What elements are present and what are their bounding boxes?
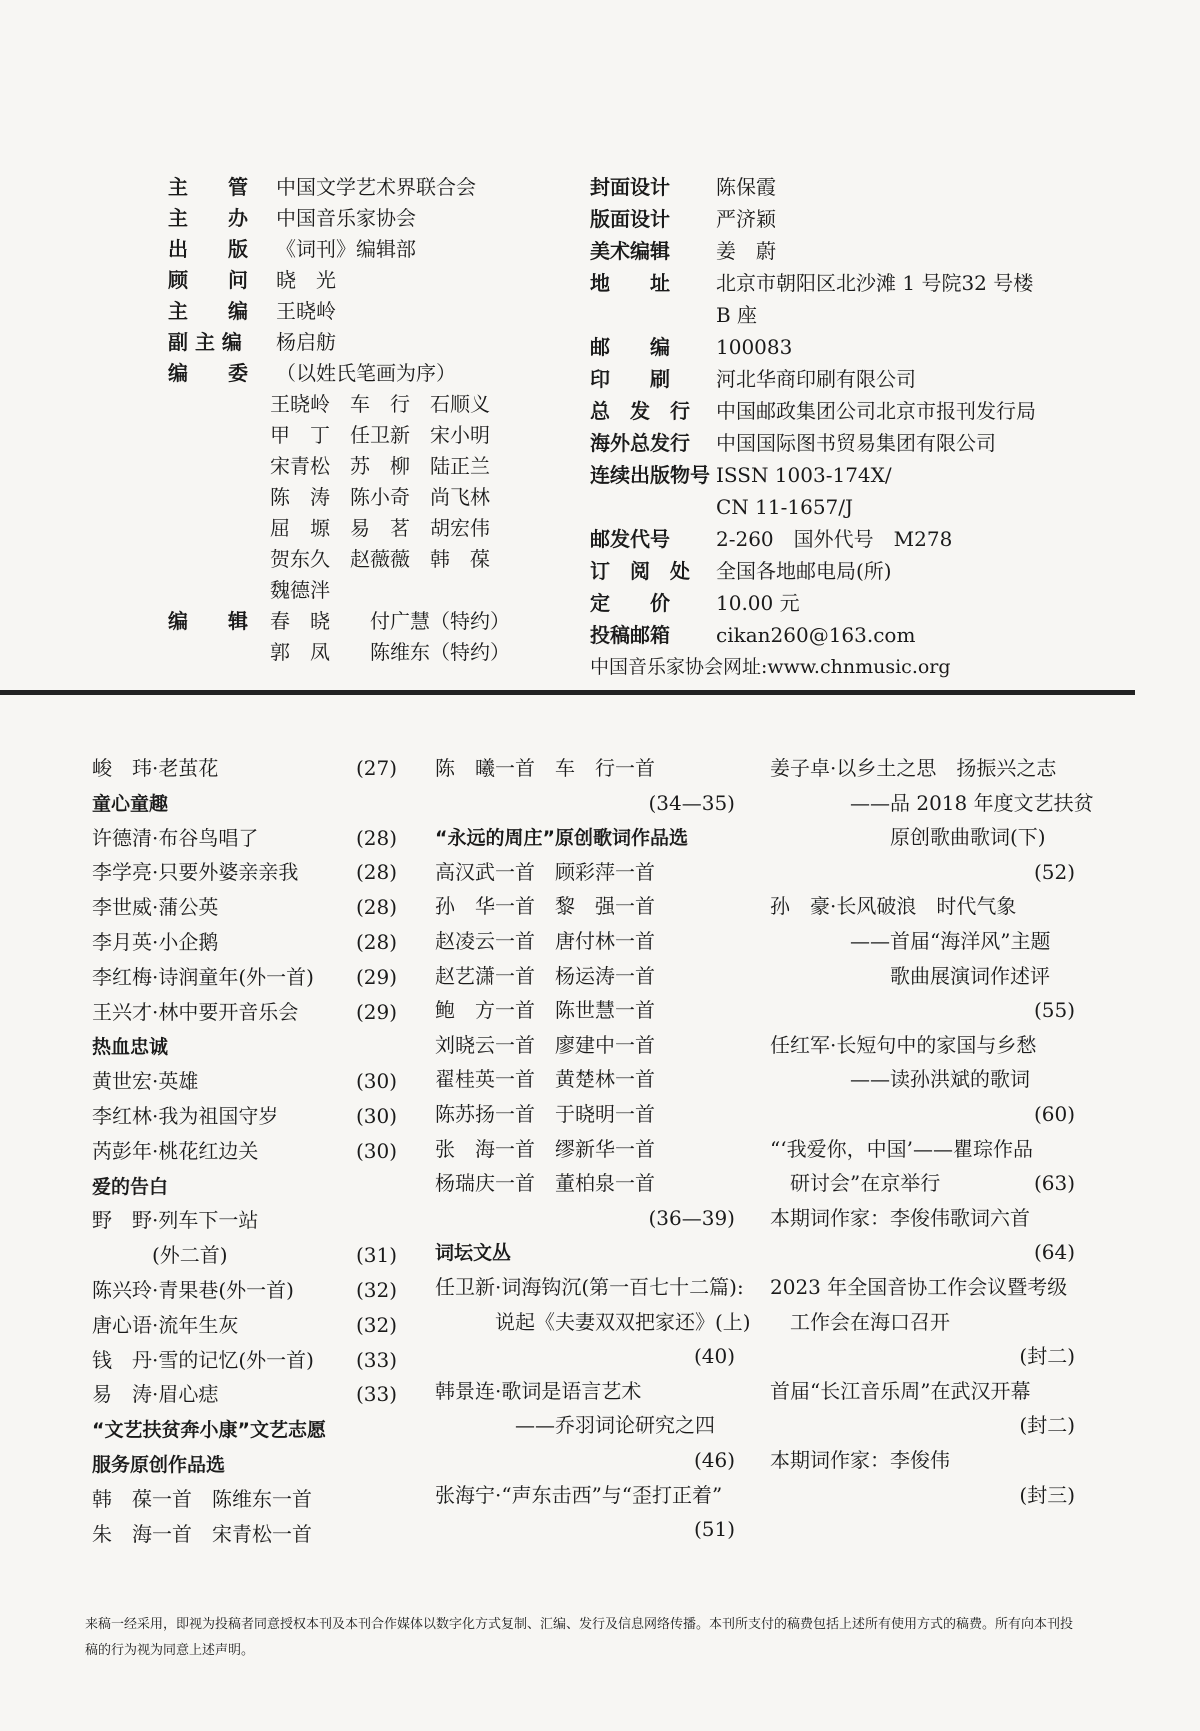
toc-entry xyxy=(92,1312,397,1338)
toc-page: (30) xyxy=(355,1138,397,1163)
masthead-value: 王晓岭 xyxy=(276,299,336,323)
toc-title: “文艺扶贫奔小康”文艺志愿 xyxy=(92,1419,326,1442)
masthead-value: 陈保霞 xyxy=(716,175,776,199)
toc-title: 赵艺潇一首 杨运涛一首 xyxy=(435,963,655,988)
masthead-label: 副 主 编 xyxy=(168,330,242,354)
toc-title: 许德清·布谷鸟唱了 xyxy=(92,825,259,850)
toc-title: 陈兴玲·青果巷(外一首) xyxy=(92,1278,294,1302)
toc-page: (34—35) xyxy=(648,790,735,815)
toc-page: (28) xyxy=(355,895,397,920)
masthead-label: 版面设计 xyxy=(590,207,670,231)
toc-entry xyxy=(435,1412,735,1438)
toc-title: 工作会在海口召开 xyxy=(770,1309,950,1334)
toc-title: 孙 豪·长风破浪 时代气象 xyxy=(770,894,1017,919)
toc-page: (64) xyxy=(1033,1240,1075,1265)
toc-page: (封二) xyxy=(1019,1344,1075,1369)
masthead-label: 连续出版物号 xyxy=(590,463,710,487)
masthead-label: 邮 编 xyxy=(590,335,670,359)
toc-title: (外二首) xyxy=(92,1243,228,1268)
toc-title: 韩景连·歌词是语言艺术 xyxy=(435,1378,642,1403)
committee-row: 宋青松 苏 柳 陆正兰 xyxy=(270,454,490,478)
committee-row: 王晓岭 车 行 石顺义 xyxy=(270,392,490,416)
masthead-label: 总 发 行 xyxy=(590,399,690,423)
masthead-value: 北京市朝阳区北沙滩 1 号院32 号楼 xyxy=(716,271,1034,295)
toc-title: “永远的周庄”原创歌词作品选 xyxy=(435,827,688,850)
toc-entry xyxy=(770,1274,1075,1300)
toc-entry xyxy=(770,963,1075,989)
toc-entry xyxy=(770,790,1094,816)
toc-entry xyxy=(92,825,397,851)
toc-title: ——读孙洪斌的歌词 xyxy=(770,1067,1030,1092)
toc-entry xyxy=(435,1274,744,1300)
toc-title: 首届“长江音乐周”在武汉开幕 xyxy=(770,1378,1031,1403)
toc-page: (30) xyxy=(355,1069,397,1094)
toc-entry xyxy=(92,790,397,817)
toc-page: (55) xyxy=(1033,998,1075,1023)
divider xyxy=(0,690,1135,695)
masthead-label: 美术编辑 xyxy=(590,239,670,263)
toc-title: 李学亮·只要外婆亲亲我 xyxy=(92,860,299,885)
editor-names: 春 晓 付广慧（特约） xyxy=(270,609,510,633)
masthead-label: 印 刷 xyxy=(590,367,670,391)
toc-title: 任红军·长短句中的家国与乡愁 xyxy=(770,1032,1037,1057)
editor-names: 郭 凤 陈维东（特约） xyxy=(270,640,510,664)
masthead-value: CN 11-1657/J xyxy=(716,495,854,519)
masthead-value: 严济颖 xyxy=(716,207,776,231)
toc-title: 黄世宏·英雄 xyxy=(92,1069,199,1094)
toc-title: 本期词作家：李俊伟歌词六首 xyxy=(770,1205,1030,1230)
toc-entry xyxy=(92,1416,397,1443)
masthead-value: 全国各地邮电局(所) xyxy=(716,559,892,583)
toc-page: (33) xyxy=(355,1347,397,1372)
toc-entry xyxy=(770,893,1075,919)
masthead-value: B 座 xyxy=(716,303,758,327)
toc-entry xyxy=(770,1205,1075,1231)
toc-title: 李月英·小企鹅 xyxy=(92,930,219,954)
toc-title: 说起《夫妻双双把家还》(上) xyxy=(435,1309,751,1334)
masthead-value: 2-260 国外代号 M278 xyxy=(716,527,953,551)
toc-entry xyxy=(435,1239,735,1266)
toc-page: (51) xyxy=(693,1517,735,1542)
toc-title: 本期词作家：李俊伟 xyxy=(770,1448,950,1472)
toc-entry xyxy=(92,999,397,1025)
toc-page: (60) xyxy=(1033,1102,1075,1126)
toc-entry xyxy=(435,755,735,781)
toc-entry xyxy=(92,859,397,885)
toc-entry xyxy=(92,755,397,781)
toc-entry xyxy=(435,1066,735,1092)
footnote: 来稿一经采用，即视为投稿者同意授权本刊及本刊合作媒体以数字化方式复制、汇编、发行及信息网络传播。本刊所支付的稿费包括上述所有使用方式的稿费。所有向本刊投稿的行为视为同意上述声明。 xyxy=(85,1617,1074,1658)
toc-page: (29) xyxy=(355,964,397,989)
toc-page: (27) xyxy=(355,756,397,780)
toc-entry xyxy=(92,1242,397,1268)
toc-entry xyxy=(92,1381,397,1407)
toc-title: 陈 曦一首 车 行一首 xyxy=(435,756,655,780)
toc-page: (31) xyxy=(355,1243,397,1268)
toc-title: 王兴才·林中要开音乐会 xyxy=(92,999,299,1024)
toc-title: 杨瑞庆一首 董柏泉一首 xyxy=(435,1171,655,1196)
toc-title: 张 海一首 缪新华一首 xyxy=(435,1136,655,1161)
toc-page: (28) xyxy=(355,860,397,885)
toc-page: (29) xyxy=(355,999,397,1024)
toc-title: 芮彭年·桃花红边关 xyxy=(92,1138,259,1163)
toc-entry xyxy=(92,894,397,920)
toc-entry xyxy=(435,1032,735,1058)
toc-page: (40) xyxy=(693,1344,735,1369)
masthead-value: 河北华商印刷有限公司 xyxy=(716,367,916,391)
toc-title: 鲍 方一首 陈世慧一首 xyxy=(435,998,655,1023)
toc-entry xyxy=(770,1447,1075,1473)
toc-title: 易 涛·眉心痣 xyxy=(92,1382,219,1407)
toc-page: (36—39) xyxy=(648,1205,735,1230)
masthead-value: 中国音乐家协会 xyxy=(276,206,416,230)
toc-title: 任卫新·词海钩沉(第一百七十二篇): xyxy=(435,1275,744,1299)
masthead-value: 中国文学艺术界联合会 xyxy=(276,175,476,199)
masthead-value: 中国国际图书贸易集团有限公司 xyxy=(716,431,996,455)
toc-entry xyxy=(92,1277,397,1303)
toc-entry xyxy=(92,1207,397,1233)
toc-page: (封二) xyxy=(1019,1413,1075,1438)
toc-title: 翟桂英一首 黄楚林一首 xyxy=(435,1067,655,1092)
toc-entry xyxy=(770,1136,1075,1162)
toc-entry xyxy=(435,1170,735,1196)
toc-entry xyxy=(770,1309,1075,1335)
toc-entry xyxy=(92,1068,397,1094)
toc-entry xyxy=(435,928,735,954)
toc-title: 爱的告白 xyxy=(92,1175,169,1198)
masthead-label: 主 编 xyxy=(168,299,248,323)
toc-entry xyxy=(770,1032,1075,1058)
editors-label: 编 辑 xyxy=(168,609,248,633)
toc-entry xyxy=(435,859,735,885)
committee-row: 魏德泮 xyxy=(270,578,330,602)
toc-title: 刘晓云一首 廖建中一首 xyxy=(435,1032,655,1057)
toc-title: 歌曲展演词作述评 xyxy=(770,963,1050,988)
toc-page: (33) xyxy=(355,1382,397,1407)
toc-entry xyxy=(92,964,397,990)
toc-title: ——首届“海洋风”主题 xyxy=(770,929,1051,953)
toc-page: (63) xyxy=(1033,1171,1075,1196)
masthead-value: 100083 xyxy=(716,335,793,359)
website-line: 中国音乐家协会网址:www.chnmusic.org xyxy=(590,656,951,678)
masthead-label: 封面设计 xyxy=(590,175,670,199)
toc-title: 词坛文丛 xyxy=(435,1242,512,1265)
toc-entry xyxy=(435,1482,735,1508)
toc-title: ——乔羽词论研究之四 xyxy=(435,1413,715,1438)
masthead-value: cikan260@163.com xyxy=(716,623,916,647)
masthead-label: 主 办 xyxy=(168,206,248,230)
toc-entry xyxy=(435,893,735,919)
masthead-value: ISSN 1003-174X/ xyxy=(716,463,892,487)
toc-entry xyxy=(92,1451,397,1478)
toc-title: 李世威·蒲公英 xyxy=(92,895,219,920)
toc-title: 野 野·列车下一站 xyxy=(92,1208,259,1233)
masthead-value: 10.00 元 xyxy=(716,591,800,615)
toc-entry xyxy=(770,824,1075,850)
toc-entry xyxy=(435,1309,751,1335)
masthead-label: 主 管 xyxy=(168,175,248,199)
masthead-label: 顾 问 xyxy=(168,268,248,292)
toc-title: 赵凌云一首 唐付林一首 xyxy=(435,929,655,953)
toc-page: (32) xyxy=(355,1312,397,1337)
toc-title: 峻 玮·老茧花 xyxy=(92,756,219,780)
masthead-value: 杨启舫 xyxy=(276,330,336,354)
masthead-label: 投稿邮箱 xyxy=(590,623,670,647)
toc-title: 姜子卓·以乡土之思 扬振兴之志 xyxy=(770,756,1057,780)
toc-entry xyxy=(435,1101,735,1127)
toc-title: 2023 年全国音协工作会议暨考级 xyxy=(770,1275,1068,1299)
masthead-label: 海外总发行 xyxy=(590,431,690,455)
toc-page: (封三) xyxy=(1019,1482,1075,1507)
toc-entry xyxy=(770,1066,1075,1092)
toc-title: 钱 丹·雪的记忆(外一首) xyxy=(92,1347,314,1372)
toc-title: 童心童趣 xyxy=(92,792,169,815)
masthead-value: 姜 蔚 xyxy=(716,239,776,263)
toc-entry xyxy=(435,1136,735,1162)
toc-title: 李红林·我为祖国守岁 xyxy=(92,1104,279,1128)
toc-entry xyxy=(92,1138,397,1164)
toc-entry xyxy=(92,1173,397,1200)
toc-entry xyxy=(770,755,1075,781)
toc-entry xyxy=(92,929,397,955)
masthead-label: 定 价 xyxy=(590,591,670,615)
committee-row: 屈 塬 易 茗 胡宏伟 xyxy=(270,516,490,540)
masthead-value: 中国邮政集团公司北京市报刊发行局 xyxy=(716,399,1036,423)
toc-page: (28) xyxy=(355,825,397,850)
toc-title: 热血忠诚 xyxy=(92,1036,169,1059)
toc-title: 张海宁·“声东击西”与“歪打正着” xyxy=(435,1482,723,1507)
masthead-label: 编 委 xyxy=(168,361,248,385)
toc-title: 研讨会”在京举行 xyxy=(770,1171,941,1196)
masthead-label: 地 址 xyxy=(590,271,670,295)
toc-entry xyxy=(770,1378,1075,1404)
toc-title: 唐心语·流年生灰 xyxy=(92,1312,239,1337)
toc-entry xyxy=(92,1103,397,1129)
toc-title: “‘我爱你，中国’——瞿琮作品 xyxy=(770,1136,1033,1161)
toc-title: ——品 2018 年度文艺扶贫 xyxy=(770,790,1094,815)
toc-entry xyxy=(435,997,735,1023)
toc-entry xyxy=(92,1033,397,1060)
toc-entry xyxy=(435,963,735,989)
toc-entry xyxy=(92,1347,397,1373)
toc-entry xyxy=(770,1170,1075,1196)
toc-title: 高汉武一首 顾彩萍一首 xyxy=(435,859,655,884)
toc-entry xyxy=(92,1486,397,1512)
toc-page: (32) xyxy=(355,1278,397,1302)
toc-title: 李红梅·诗润童年(外一首) xyxy=(92,964,314,989)
toc-page: (28) xyxy=(355,930,397,954)
masthead-label: 订 阅 处 xyxy=(590,559,690,583)
toc-title: 孙 华一首 黎 强一首 xyxy=(435,894,655,919)
masthead-label: 出 版 xyxy=(168,237,248,261)
masthead-label: 邮发代号 xyxy=(590,527,670,551)
committee-row: 甲 丁 任卫新 宋小明 xyxy=(270,423,490,447)
toc-title: 原创歌曲歌词(下) xyxy=(770,825,1046,850)
masthead-value: 晓 光 xyxy=(276,268,336,292)
committee-row: 贺东久 赵薇薇 韩 葆 xyxy=(270,547,490,571)
toc-title: 服务原创作品选 xyxy=(92,1454,226,1476)
masthead-value: （以姓氏笔画为序） xyxy=(276,361,456,385)
masthead-value: 《词刊》编辑部 xyxy=(276,237,416,261)
toc-entry xyxy=(770,928,1075,954)
toc-entry xyxy=(92,1521,397,1547)
toc-page: (46) xyxy=(693,1448,735,1472)
toc-page: (52) xyxy=(1033,859,1075,884)
toc-title: 朱 海一首 宋青松一首 xyxy=(92,1521,312,1546)
toc-entry xyxy=(435,1378,735,1404)
toc-title: 韩 葆一首 陈维东一首 xyxy=(92,1486,312,1511)
toc-entry xyxy=(435,824,735,851)
toc-title: 陈苏扬一首 于晓明一首 xyxy=(435,1102,655,1126)
committee-row: 陈 涛 陈小奇 尚飞林 xyxy=(270,485,490,509)
toc-page: (30) xyxy=(355,1104,397,1128)
